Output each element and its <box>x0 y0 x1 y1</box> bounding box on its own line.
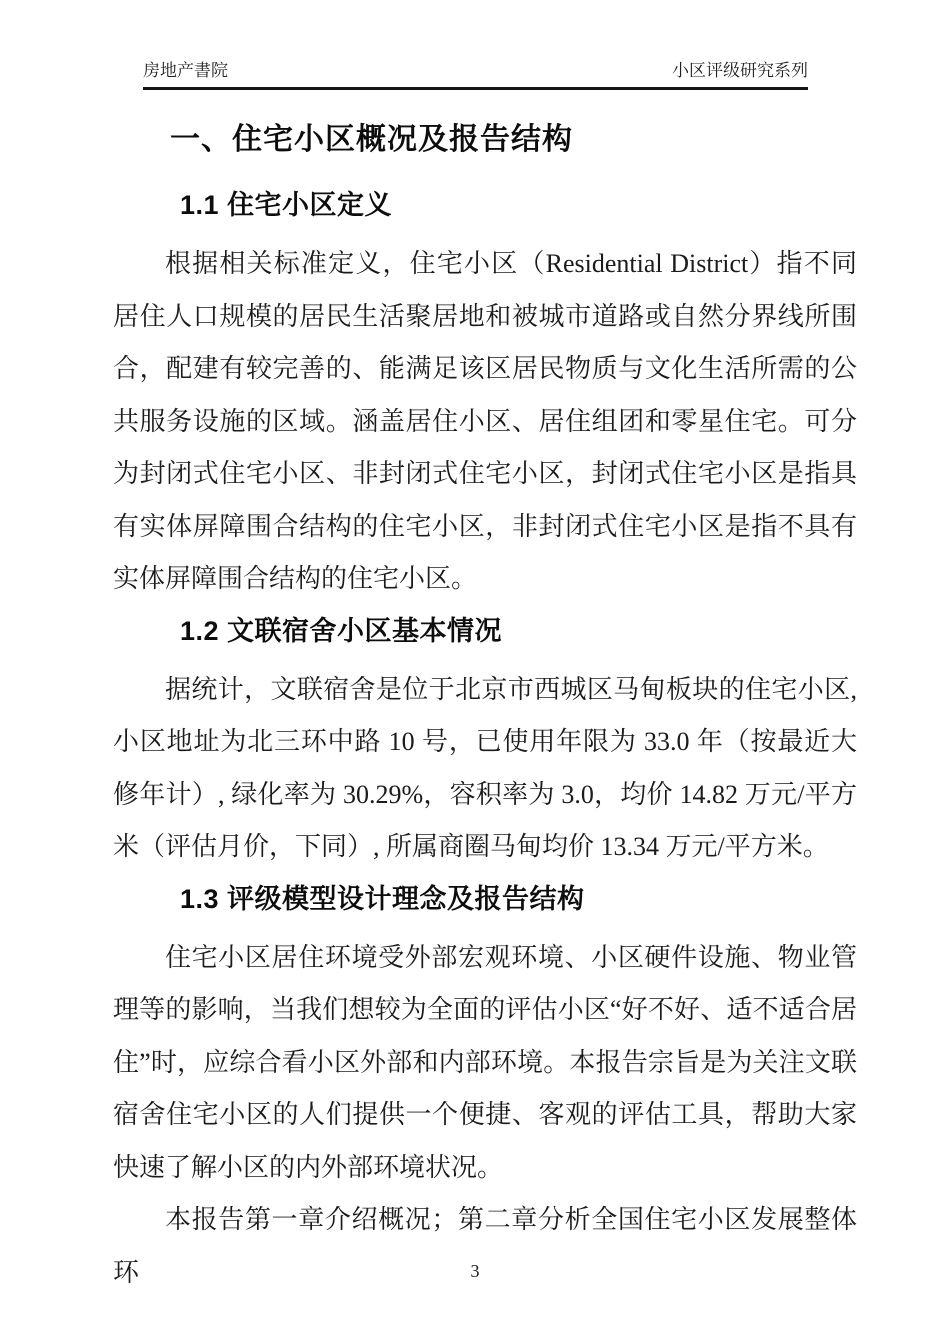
header-divider <box>143 87 808 90</box>
paragraph-basic-info: 据统计，文联宿舍是位于北京市西城区马甸板块的住宅小区,小区地址为北三环中路 10 号，已使用年限为 33.0 年（按最近大修年计）, 绿化率为 30.29%，容积率为 3.0，均价 14.82 万元/平方米（评估月价，下同）, 所属商圈马甸均价 13.34 万元/平方米。 <box>113 674 857 861</box>
header-row <box>143 60 808 82</box>
page-footer <box>0 1260 950 1282</box>
paragraph-definition: 根据相关标准定义，住宅小区（Residential District）指不同居住人口规模的居民生活聚居地和被城市道路或自然分界线所围合，配建有较完善的、能满足该区居民物质与文化生活所需的公共服务设施的区域。涵盖居住小区、居住组团和零星住宅。可分为封闭式住宅小区、非封闭式住宅小区，封闭式住宅小区是指具有实体屏障围合结构的住宅小区，非封闭式住宅小区是指不具有实体屏障围合结构的住宅小区。 <box>113 249 857 593</box>
document-body <box>113 112 857 1299</box>
section-heading-1-1: 1.1 住宅小区定义 <box>180 190 393 220</box>
page-number: 3 <box>470 1261 480 1281</box>
paragraph-report-structure: 本报告第一章介绍概况；第二章分析全国住宅小区发展整体环 <box>113 1205 857 1287</box>
header-right-text: 小区评级研究系列 <box>672 61 808 80</box>
section-heading-1-2: 1.2 文联宿舍小区基本情况 <box>180 615 503 646</box>
paragraph-model-concept: 住宅小区居住环境受外部宏观环境、小区硬件设施、物业管理等的影响，当我们想较为全面的评估小区“好不好、适不适合居住”时，应综合看小区外部和内部环境。本报告宗旨是为关注文联宿舍住宅小区的人们提供一个便捷、客观的评估工具，帮助大家快速了解小区的内外部环境状况。 <box>113 942 857 1182</box>
chapter-title: 一、住宅小区概况及报告结构 <box>170 123 573 156</box>
page-header <box>143 60 808 90</box>
header-left-text: 房地产書院 <box>143 61 228 80</box>
section-heading-1-3: 1.3 评级模型设计理念及报告结构 <box>180 883 585 914</box>
